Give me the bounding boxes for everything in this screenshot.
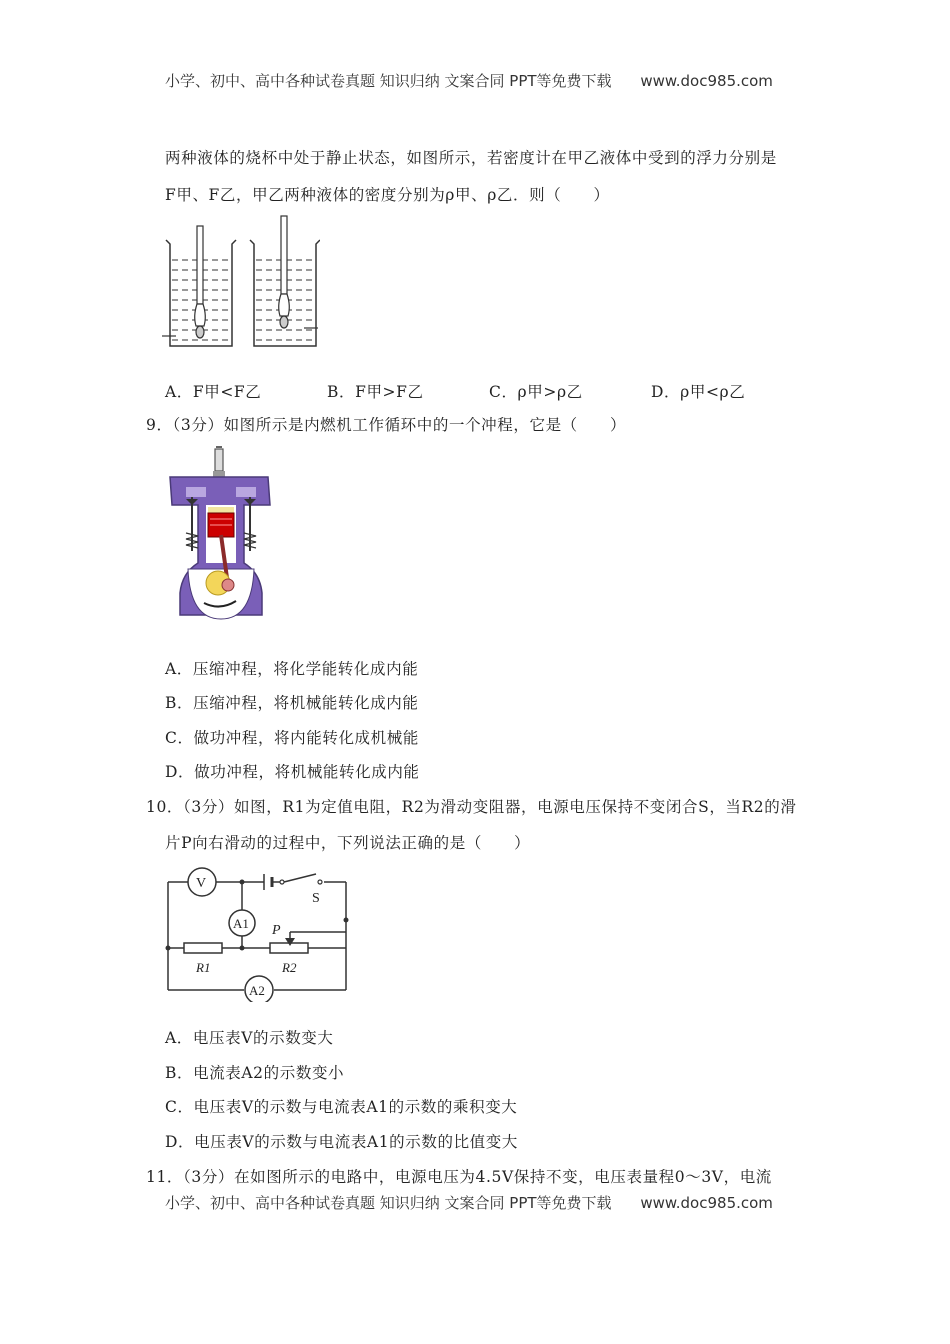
- q8-options: [165, 380, 813, 402]
- footer-url[interactable]: www.doc985.com: [640, 1194, 773, 1212]
- slider-p-label: P: [272, 923, 281, 938]
- r1-label: R1: [196, 960, 211, 975]
- page-footer: [165, 1192, 773, 1213]
- switch-label: S: [312, 891, 320, 906]
- circuit-diagram: [164, 862, 354, 1002]
- engine-stroke-figure: [166, 443, 278, 627]
- q8-option-b[interactable]: B．F甲>F乙: [327, 383, 424, 401]
- q9-option-b[interactable]: B．压缩冲程，将机械能转化成内能: [165, 694, 419, 712]
- q9-option-d[interactable]: D．做功冲程，将机械能转化成内能: [165, 763, 420, 781]
- footer-text: 小学、初中、高中各种试卷真题 知识归纳 文案合同 PPT等免费下载: [165, 1194, 612, 1212]
- q9-option-c[interactable]: C．做功冲程，将内能转化成机械能: [165, 729, 419, 747]
- hydrometer-beakers-figure: [160, 212, 320, 352]
- header-text: 小学、初中、高中各种试卷真题 知识归纳 文案合同 PPT等免费下载: [165, 72, 612, 90]
- q10-option-b[interactable]: B．电流表A2的示数变小: [165, 1064, 345, 1082]
- ammeter-a2-label: A2: [249, 983, 265, 998]
- q10-option-d[interactable]: D．电压表V的示数与电流表A1的示数的比值变大: [165, 1133, 518, 1151]
- hydrometer-jia: [195, 226, 206, 338]
- spark-plug: [213, 447, 225, 477]
- ammeter-a2: [245, 976, 273, 1002]
- q11-stem: 11．（3分）在如图所示的电路中，电源电压为4.5V保持不变，电压表量程0～3V，电流: [146, 1168, 772, 1186]
- beaker-jia: [162, 226, 236, 346]
- ammeter-a1: [229, 910, 255, 936]
- q8-line1: 两种液体的烧杯中处于静止状态，如图所示，若密度计在甲乙液体中受到的浮力分别是: [165, 149, 777, 167]
- q10-line2: 片P向右滑动的过程中，下列说法正确的是（ ）: [165, 834, 531, 852]
- q8-option-d[interactable]: D．ρ甲<ρ乙: [651, 383, 746, 401]
- q10-option-a[interactable]: A．电压表V的示数变大: [165, 1029, 334, 1047]
- switch-s[interactable]: [280, 874, 322, 906]
- beaker-yi: [250, 216, 320, 346]
- voltmeter-v: [188, 868, 216, 896]
- rheostat-r2: [270, 923, 308, 975]
- q8-option-c[interactable]: C．ρ甲>ρ乙: [489, 383, 583, 401]
- piston: [208, 507, 234, 537]
- q8-option-a[interactable]: A．F甲<F乙: [165, 383, 262, 401]
- ammeter-a1-label: A1: [233, 916, 249, 931]
- r2-label: R2: [282, 960, 297, 975]
- battery: [264, 874, 272, 890]
- q10-option-c[interactable]: C．电压表V的示数与电流表A1的示数的乘积变大: [165, 1098, 518, 1116]
- resistor-r1: [184, 943, 222, 975]
- page-header: [165, 70, 773, 91]
- voltmeter-label: V: [196, 876, 207, 891]
- hydrometer-yi: [279, 216, 290, 328]
- q8-line2: F甲、F乙，甲乙两种液体的密度分别为ρ甲、ρ乙．则（ ）: [165, 186, 610, 204]
- q9-stem: 9．（3分）如图所示是内燃机工作循环中的一个冲程，它是（ ）: [146, 416, 627, 434]
- q10-line1: 10．（3分）如图，R1为定值电阻，R2为滑动变阻器，电源电压保持不变闭合S，当R2的滑: [146, 798, 797, 816]
- q9-option-a[interactable]: A．压缩冲程，将化学能转化成内能: [165, 660, 419, 678]
- header-url[interactable]: www.doc985.com: [640, 72, 773, 90]
